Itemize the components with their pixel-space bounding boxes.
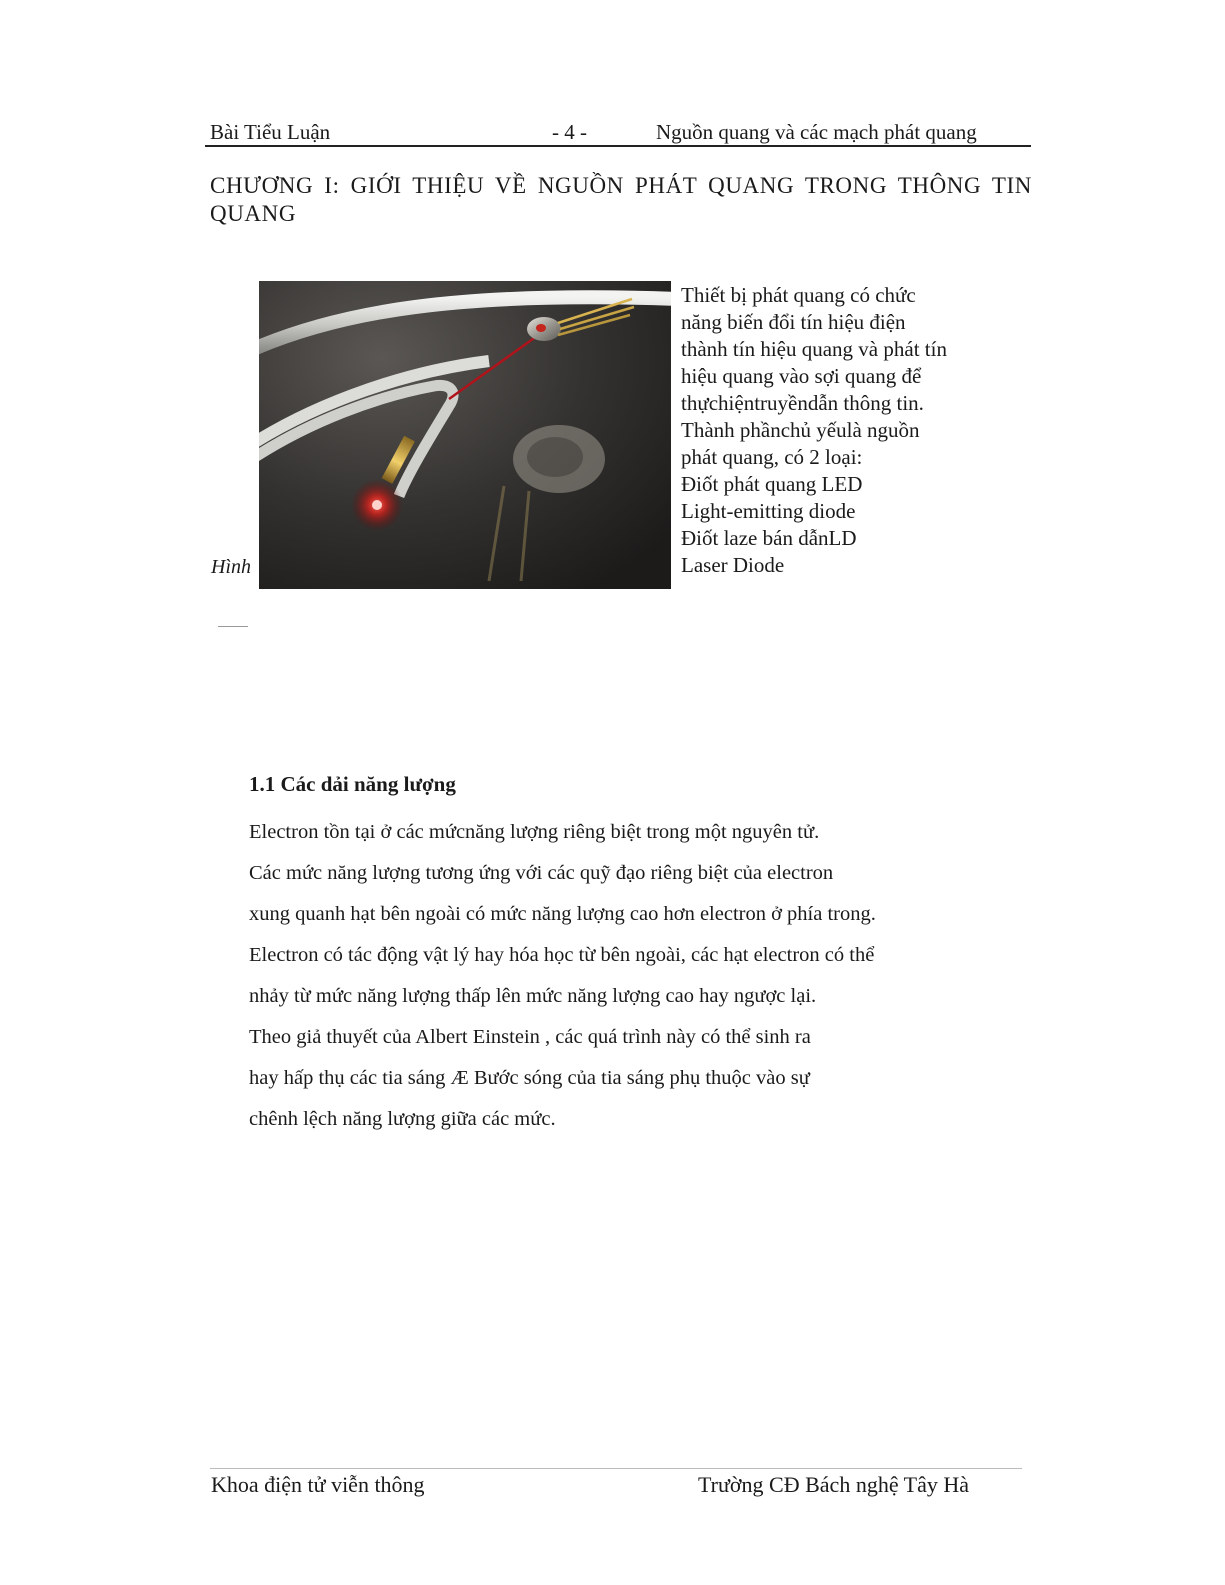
body-line: nhảy từ mức năng lượng thấp lên mức năng lượng cao hay ngược lại. — [249, 985, 817, 1007]
chapter-title: CHƯƠNG I: GIỚI THIỆU VỀ NGUỒN PHÁT QUANG TRONG THÔNG TIN QUANG — [210, 173, 1032, 226]
intro-line: thựchiệntruyềndẫn thông tin. — [681, 391, 924, 415]
body-line: Các mức năng lượng tương ứng với các quỹ đạo riêng biệt của electron — [249, 862, 834, 884]
header-right: Nguồn quang và các mạch phát quang — [656, 120, 977, 144]
body-line: hay hấp thụ các tia sáng Æ Bước sóng của tia sáng phụ thuộc vào sự — [249, 1067, 810, 1089]
footer-right: Trường CĐ Bách nghệ Tây Hà — [698, 1472, 970, 1497]
intro-line: Thành phầnchủ yếulà nguồn — [681, 418, 920, 442]
intro-line: Light-emitting diode — [681, 499, 856, 523]
footer-rule — [210, 1468, 1022, 1469]
intro-line: thành tín hiệu quang và phát tín — [681, 337, 947, 361]
short-rule — [218, 626, 248, 627]
body-line: Electron có tác động vật lý hay hóa học từ bên ngoài, các hạt electron có thể — [249, 944, 875, 966]
intro-line: năng biến đổi tín hiệu điện — [681, 310, 906, 334]
header-left: Bài Tiểu Luận — [210, 120, 331, 144]
body-line: Theo giả thuyết của Albert Einstein , các quá trình này có thể sinh ra — [249, 1026, 811, 1048]
intro-line: hiệu quang vào sợi quang để — [681, 364, 922, 388]
intro-line: Điốt phát quang LED — [681, 472, 863, 496]
intro-line: Thiết bị phát quang có chức — [681, 283, 916, 307]
intro-line: Điốt laze bán dẫnLD — [681, 526, 857, 550]
section-heading: 1.1 Các dải năng lượng — [249, 772, 456, 796]
header-page-number: - 4 - — [552, 120, 587, 144]
footer-left: Khoa điện tử viễn thông — [211, 1472, 425, 1497]
body-line: chênh lệch năng lượng giữa các mức. — [249, 1108, 556, 1130]
body-line: xung quanh hạt bên ngoài có mức năng lượng cao hơn electron ở phía trong. — [249, 903, 876, 925]
body-line: Electron tồn tại ở các mứcnăng lượng riêng biệt trong một nguyên tử. — [249, 821, 820, 843]
figure-caption: Hình — [211, 556, 251, 578]
led-fiber-photo — [259, 281, 671, 589]
intro-line: phát quang, có 2 loại: — [681, 445, 863, 469]
section-body — [249, 812, 989, 1140]
header-rule — [205, 145, 1031, 147]
intro-paragraph — [681, 282, 1021, 579]
intro-line: Laser Diode — [681, 553, 785, 577]
